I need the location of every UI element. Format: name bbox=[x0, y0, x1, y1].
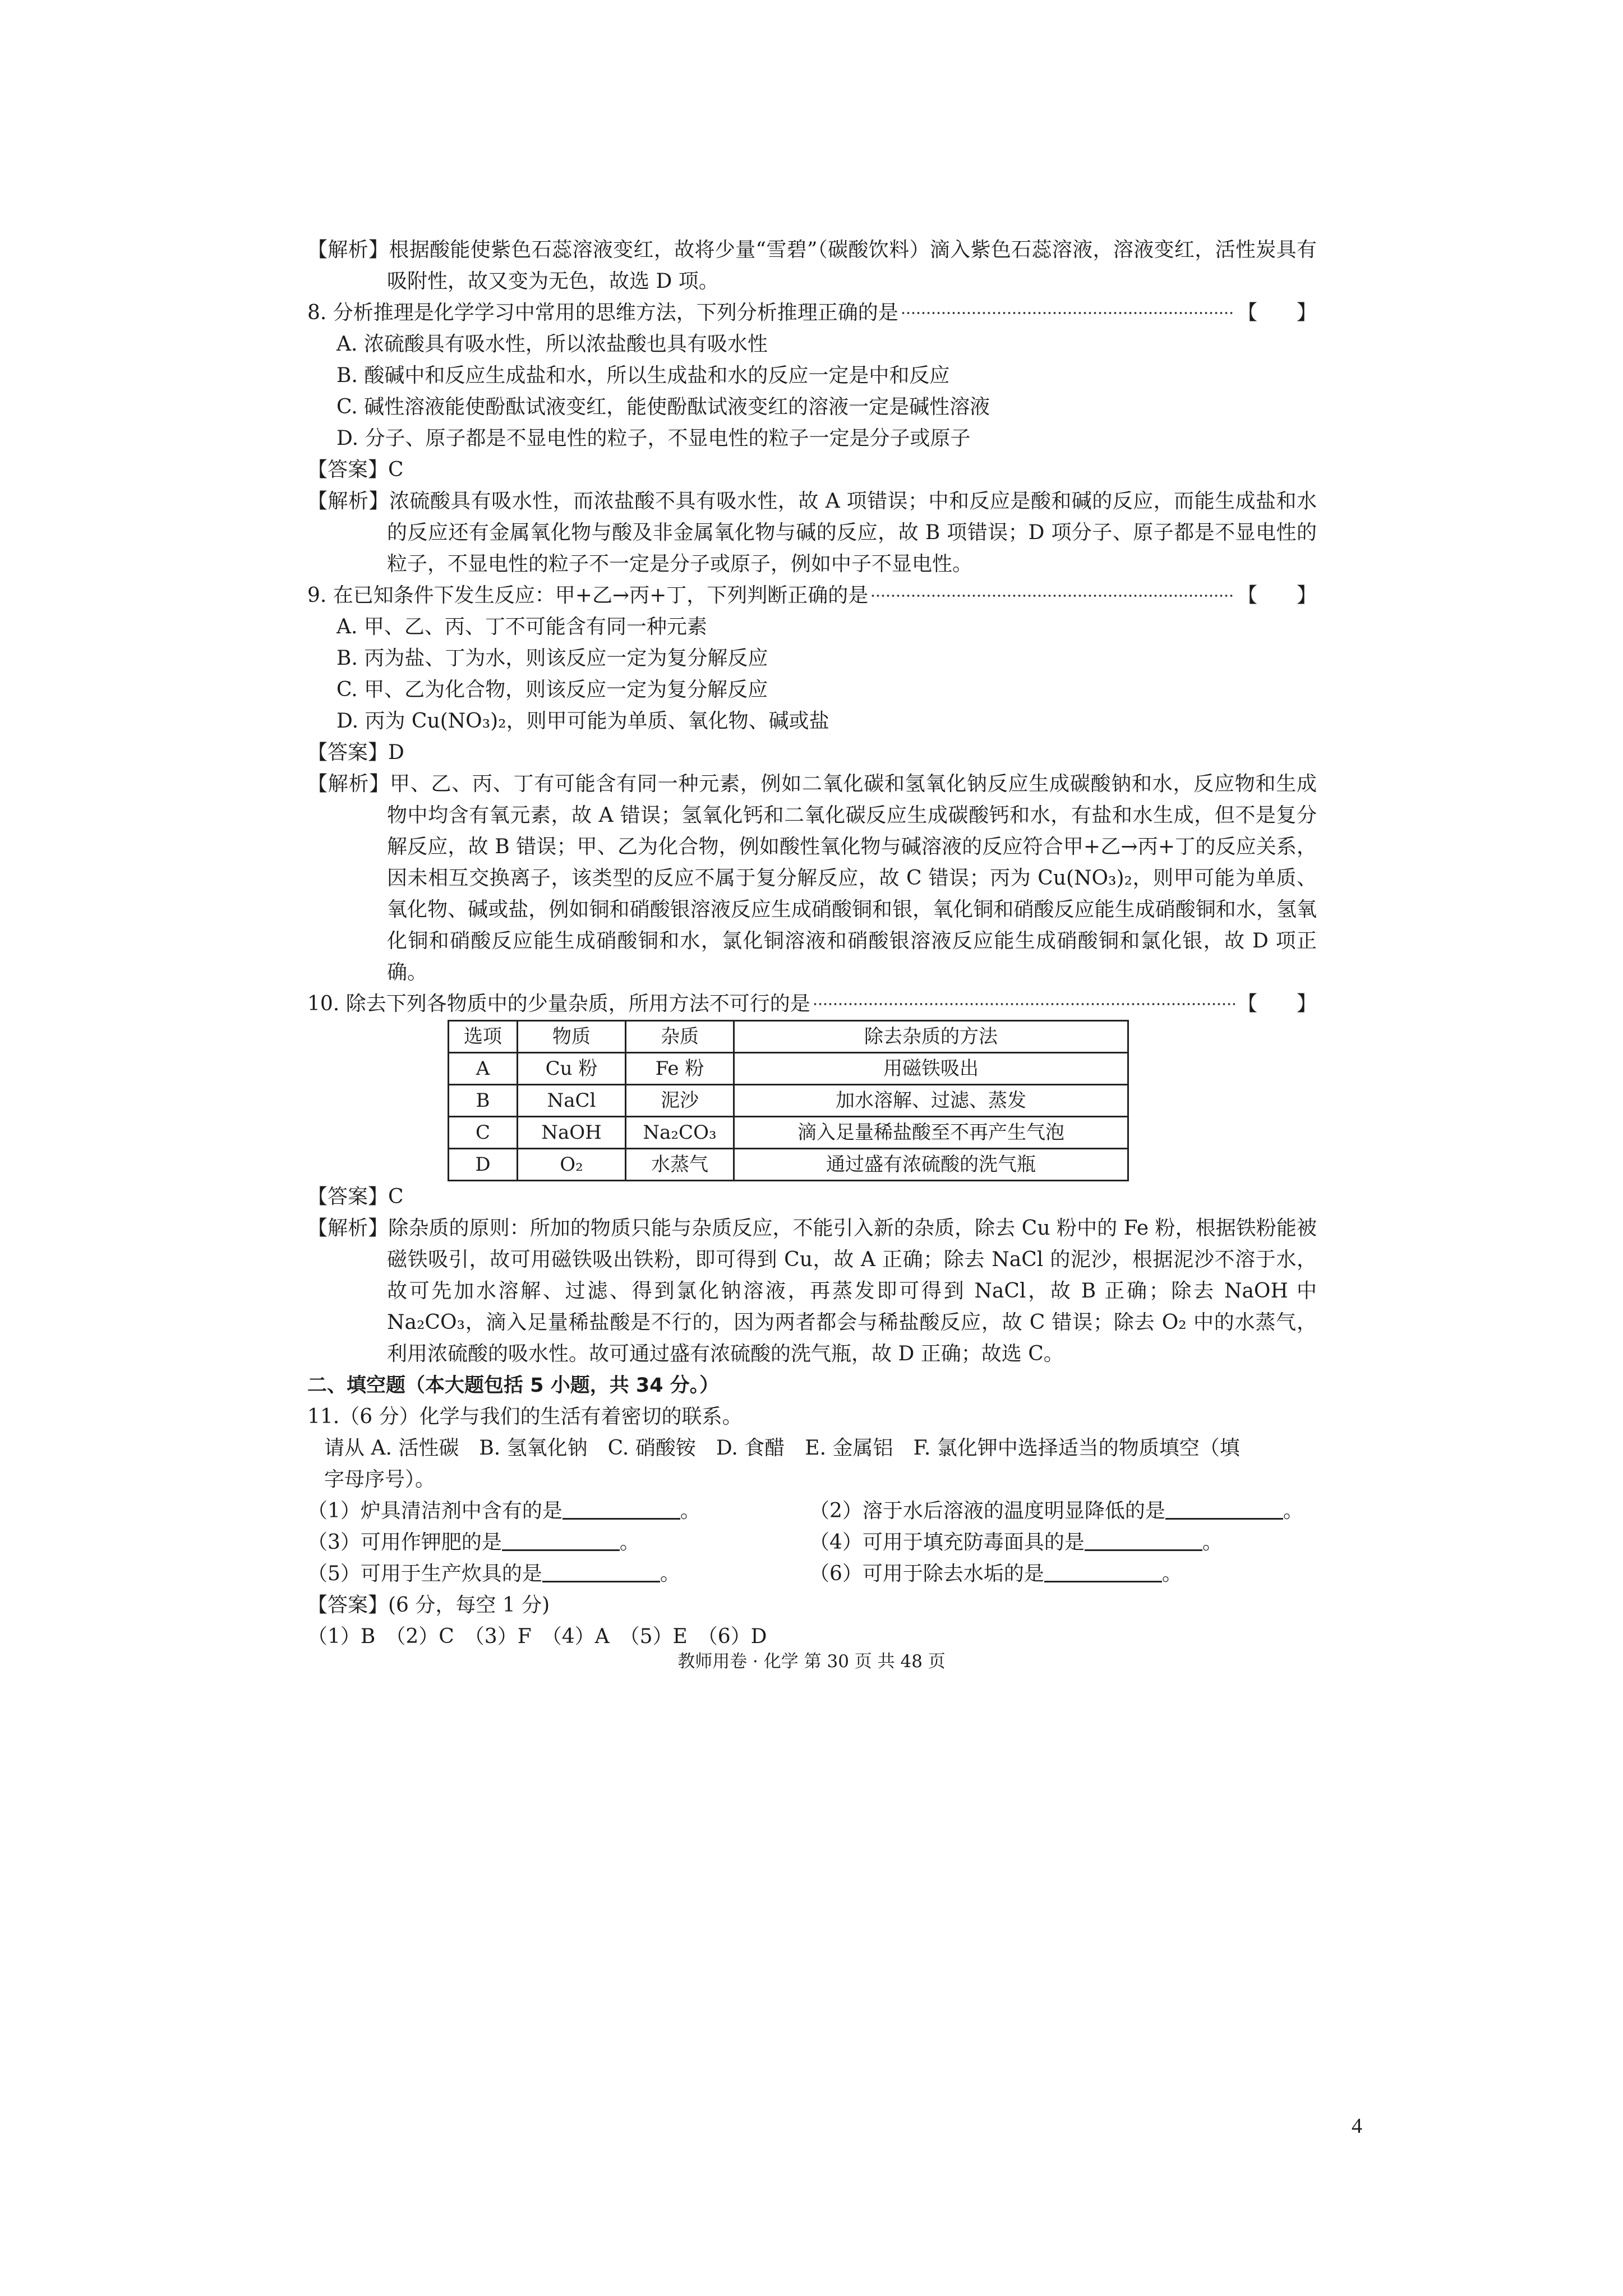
intro-analysis bbox=[307, 234, 1317, 297]
fill-item: （5）可用于生产炊具的是 。 bbox=[307, 1562, 680, 1585]
answer-blank[interactable] bbox=[542, 1562, 660, 1582]
table-cell: NaOH bbox=[518, 1117, 626, 1149]
q9-option-c: C. 甲、乙为化合物，则该反应一定为复分解反应 bbox=[336, 678, 768, 701]
table-cell: Na₂CO₃ bbox=[626, 1117, 734, 1149]
answer-bracket: 【 】 bbox=[1237, 301, 1317, 324]
analysis-text: 根据酸能使紫色石蕊溶液变红，故将少量“雪碧”（碳酸饮料）滴入紫色石蕊溶液，溶液变红，活性炭具有吸附性，故又变为无色，故选 D 项。 bbox=[387, 238, 1317, 293]
fill-item: （2）溶于水后溶液的温度明显降低的是 。 bbox=[809, 1499, 1303, 1522]
table-cell: 用磁铁吸出 bbox=[734, 1053, 1128, 1085]
leader-dots bbox=[813, 996, 1235, 1013]
question-10-stem: 10. 除去下列各物质中的少量杂质，所用方法不可行的是 【 】 bbox=[307, 988, 1317, 1020]
page-content bbox=[307, 234, 1317, 1653]
q9-option-b: B. 丙为盐、丁为水，则该反应一定为复分解反应 bbox=[336, 647, 768, 670]
table-cell: 加水溶解、过滤、蒸发 bbox=[734, 1085, 1128, 1117]
table-cell: O₂ bbox=[518, 1149, 626, 1181]
table-header-cell: 物质 bbox=[518, 1021, 626, 1053]
q8-option-c: C. 碱性溶液能使酚酞试液变红，能使酚酞试液变红的溶液一定是碱性溶液 bbox=[336, 395, 990, 418]
q9-option-d: D. 丙为 Cu(NO₃)₂，则甲可能为单质、氧化物、碱或盐 bbox=[336, 710, 829, 733]
question-9-stem: 9. 在已知条件下发生反应：甲+乙→丙+丁，下列判断正确的是 【 】 bbox=[307, 580, 1317, 611]
answer-bracket: 【 】 bbox=[1237, 992, 1317, 1015]
fill-item: （3）可用作钾肥的是 。 bbox=[307, 1531, 640, 1554]
q9-analysis: 【解析】甲、乙、丙、丁有可能含有同一种元素，例如二氧化碳和氢氧化钠反应生成碳酸钠和水，反应物和生成物中均含有氧元素，故 A 错误；氢氧化钙和二氧化碳反应生成碳酸钙和水，有盐和水生成，但不是复分解反应，故 B 错误；甲、乙为化合物，例如酸性氧化物与碱溶液的反应符合甲+乙→丙+丁的反应关系，因未相互交换离子，该类型的反应不属于复分解反应，故 C 错误；丙为 Cu(NO₃)₂，则甲可能为单质、氧化物、碱或盐，例如铜和硝酸银溶液反应生成硝酸铜和银，氧化铜和硝酸反应能生成硝酸铜和水，氢氧化铜和硝酸反应能生成硝酸铜和水，氯化铜溶液和硝酸银溶液反应能生成硝酸铜和氯化银，故 D 项正确。 bbox=[307, 772, 1317, 984]
page-number: 4 bbox=[1352, 2114, 1362, 2138]
table-header-cell: 选项 bbox=[449, 1021, 518, 1053]
answer-blank[interactable] bbox=[1085, 1530, 1202, 1551]
q8-option-d: D. 分子、原子都是不显电性的粒子，不显电性的粒子一定是分子或原子 bbox=[336, 427, 971, 450]
table-cell: C bbox=[449, 1117, 518, 1149]
answer-blank[interactable] bbox=[1044, 1562, 1162, 1582]
q11-choices: 请从 A. 活性碳 B. 氢氧化钠 C. 硝酸铵 D. 食醋 E. 金属铝 F. 氯化钾中选择适当的物质填空（填 字母序号）。 bbox=[324, 1437, 1240, 1491]
page-footer: 教师用卷 · 化学 第 30 页 共 48 页 bbox=[677, 1651, 946, 1672]
table-row bbox=[449, 1117, 1128, 1149]
table-row bbox=[449, 1085, 1128, 1117]
q10-answer: 【答案】C bbox=[307, 1185, 404, 1208]
q11-answer: 【答案】(6 分，每空 1 分) bbox=[307, 1594, 550, 1617]
q11-answer-detail: （1）B （2）C （3）F （4）A （5）E （6）D bbox=[307, 1625, 767, 1648]
table-cell: 水蒸气 bbox=[626, 1149, 734, 1181]
table-cell: B bbox=[449, 1085, 518, 1117]
table-cell: NaCl bbox=[518, 1085, 626, 1117]
q8-answer: 【答案】C bbox=[307, 458, 404, 481]
table-header-row bbox=[449, 1021, 1128, 1053]
leader-dots bbox=[901, 305, 1235, 321]
q11-fill-blanks bbox=[307, 1496, 1317, 1590]
q9-answer: 【答案】D bbox=[307, 741, 404, 764]
answer-blank[interactable] bbox=[502, 1530, 620, 1551]
fill-item: （1）炉具清洁剂中含有的是 。 bbox=[307, 1499, 700, 1522]
table-cell: 通过盛有浓硫酸的洗气瓶 bbox=[734, 1149, 1128, 1181]
fill-item: （6）可用于除去水垢的是 。 bbox=[809, 1562, 1182, 1585]
table-header-cell: 除去杂质的方法 bbox=[734, 1021, 1128, 1053]
table-cell: Cu 粉 bbox=[518, 1053, 626, 1085]
leader-dots bbox=[870, 587, 1235, 604]
table-cell: Fe 粉 bbox=[626, 1053, 734, 1085]
fill-item: （4）可用于填充防毒面具的是 。 bbox=[809, 1531, 1223, 1554]
analysis-tag: 【解析】 bbox=[307, 238, 389, 261]
q10-analysis: 【解析】除杂质的原则：所加的物质只能与杂质反应，不能引入新的杂质，除去 Cu 粉中的 Fe 粉，根据铁粉能被磁铁吸引，故可用磁铁吸出铁粉，即可得到 Cu，故 A 正确；除去 NaCl 的泥沙，根据泥沙不溶于水，故可先加水溶解、过滤、得到氯化钠溶液，再蒸发即可得到 NaCl，故 B 正确；除去 NaOH 中 Na₂CO₃，滴入足量稀盐酸是不行的，因为两者都会与稀盐酸反应，故 C 错误；除去 O₂ 中的水蒸气，利用浓硫酸的吸水性。故可通过盛有浓硫酸的洗气瓶，故 D 正确；故选 C。 bbox=[307, 1217, 1317, 1365]
table-cell: 滴入足量稀盐酸至不再产生气泡 bbox=[734, 1117, 1128, 1149]
table-cell: 泥沙 bbox=[626, 1085, 734, 1117]
answer-blank[interactable] bbox=[562, 1499, 680, 1520]
table-row bbox=[449, 1053, 1128, 1085]
answer-bracket: 【 】 bbox=[1237, 584, 1317, 607]
q8-analysis: 【解析】浓硫酸具有吸水性，而浓盐酸不具有吸水性，故 A 项错误；中和反应是酸和碱的反应，而能生成盐和水的反应还有金属氧化物与酸及非金属氧化物与碱的反应，故 B 项错误；D 项分子、原子都是不显电性的粒子，不显电性的粒子不一定是分子或原子，例如中子不显电性。 bbox=[307, 490, 1317, 576]
q9-option-a: A. 甲、乙、丙、丁不可能含有同一种元素 bbox=[336, 615, 707, 638]
answer-blank[interactable] bbox=[1165, 1499, 1283, 1520]
q8-option-a: A. 浓硫酸具有吸水性，所以浓盐酸也具有吸水性 bbox=[336, 333, 768, 356]
impurity-table bbox=[448, 1020, 1129, 1181]
q8-option-b: B. 酸碱中和反应生成盐和水，所以生成盐和水的反应一定是中和反应 bbox=[336, 364, 950, 387]
table-cell: A bbox=[449, 1053, 518, 1085]
table-header-cell: 杂质 bbox=[626, 1021, 734, 1053]
section-heading: 二、填空题（本大题包括 5 小题，共 34 分。） bbox=[307, 1374, 720, 1397]
table-cell: D bbox=[449, 1149, 518, 1181]
question-11-stem: 11.（6 分）化学与我们的生活有着密切的联系。 bbox=[307, 1405, 743, 1428]
question-8-stem: 8. 分析推理是化学学习中常用的思维方法，下列分析推理正确的是 【 】 bbox=[307, 297, 1317, 329]
table-row bbox=[449, 1149, 1128, 1181]
